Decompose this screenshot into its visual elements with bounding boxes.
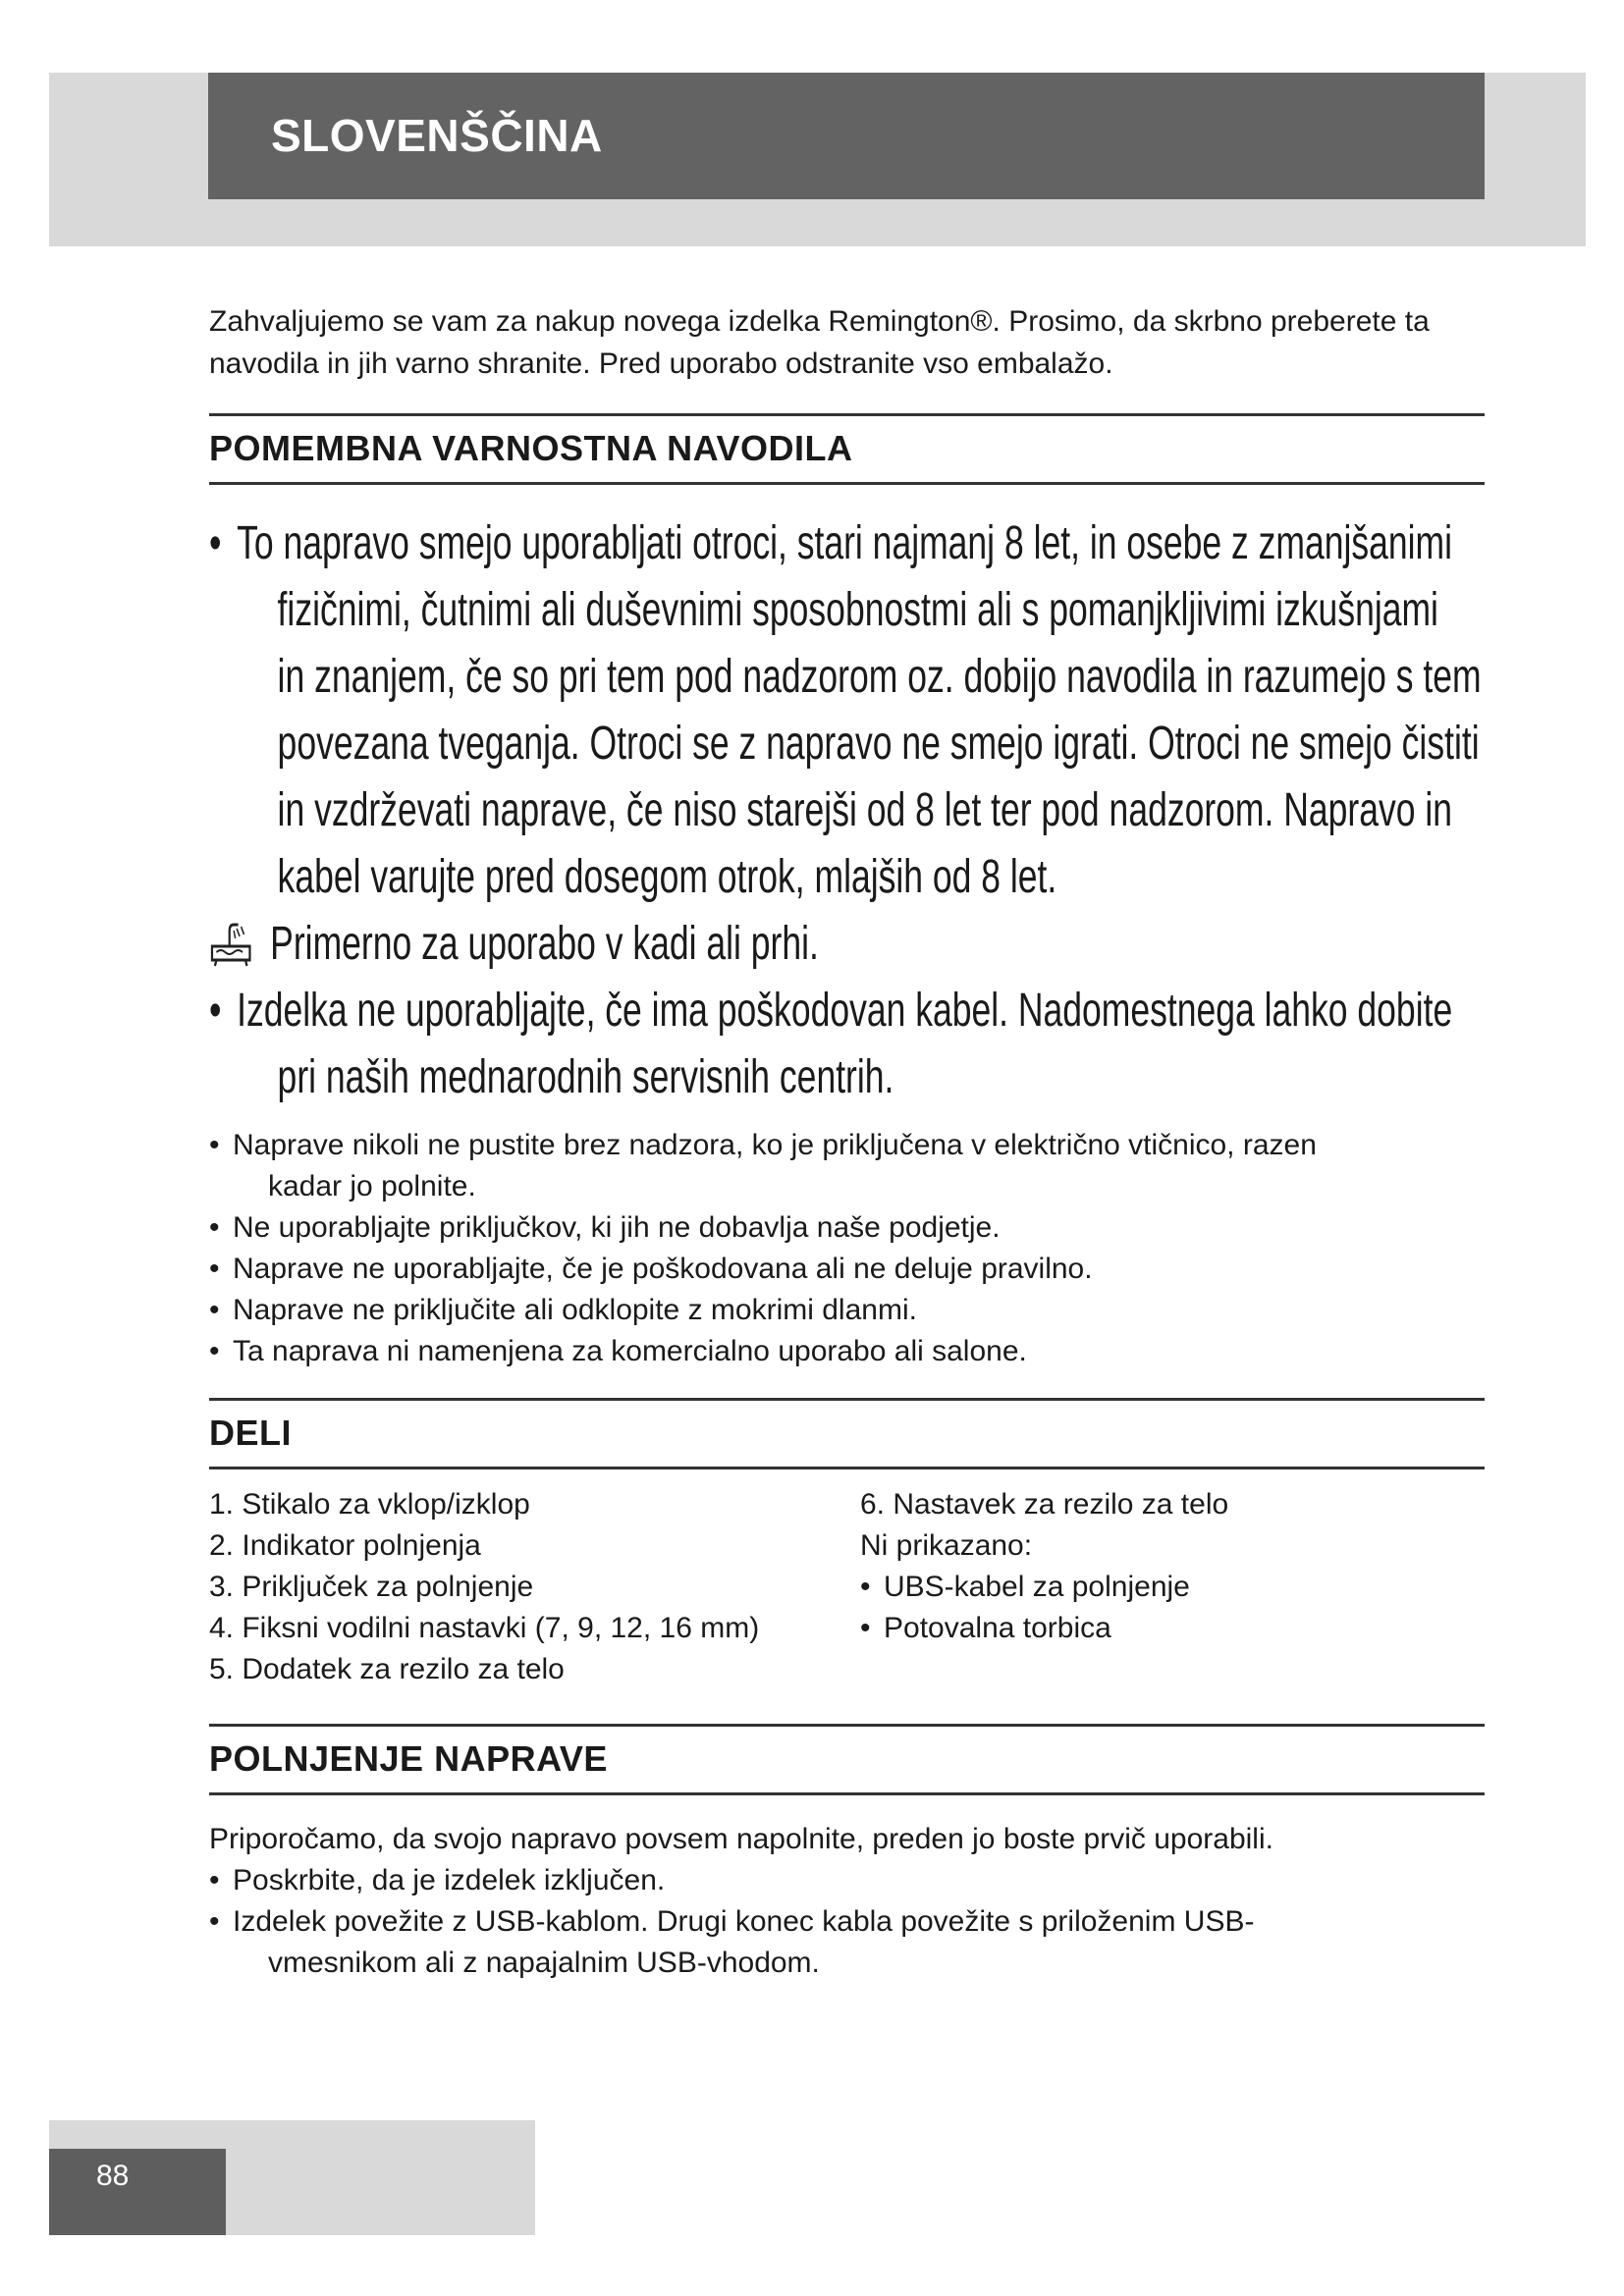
- bathtub-icon: [209, 921, 252, 968]
- charging-item-text: Poskrbite, da je izdelek izključen.: [233, 1864, 666, 1896]
- section-rule-top-parts: [209, 1398, 1485, 1401]
- charging-intro: Priporočamo, da svojo napravo povsem napolnite, preden jo boste prvič uporabili.: [209, 1823, 1273, 1855]
- charging-item-cont: vmesnikom ali z napajalnim USB-vhodom.: [268, 1947, 820, 1979]
- parts-list-right: [860, 1484, 1469, 1649]
- safety-item-children-line: povezana tveganja. Otroci se z napravo ne smejo igrati. Otroci ne smejo čistiti: [277, 718, 1480, 770]
- safety-small-item-text: Naprave ne uporabljajte, če je poškodovana ali ne deluje pravilno.: [233, 1253, 1093, 1285]
- parts-list-left: [209, 1484, 818, 1690]
- safety-small-item: [209, 1125, 1486, 1207]
- bullet: •: [209, 1211, 220, 1244]
- safety-small-item-text: Ne uporabljajte priključkov, ki jih ne dobavlja naše podjetje.: [233, 1211, 1001, 1244]
- charging-body: [209, 1819, 1486, 1984]
- safety-large-list: [209, 510, 1485, 1111]
- bullet: •: [209, 1335, 220, 1367]
- part-item: 2. Indikator polnjenja: [209, 1529, 481, 1562]
- safety-small-item: [209, 1290, 1486, 1331]
- bullet: •: [209, 1253, 220, 1285]
- part-item: 5. Dodatek za rezilo za telo: [209, 1653, 565, 1685]
- safety-item-children: [209, 510, 1485, 911]
- safety-item-cable: [209, 978, 1485, 1111]
- intro-paragraph: [209, 300, 1486, 385]
- safety-item-children-line: in znanjem, če so pri tem pod nadzorom oz. dobijo navodila in razumejo s tem: [277, 651, 1482, 703]
- section-rule-top-charging: [209, 1724, 1485, 1727]
- extra-item-text: Potovalna torbica: [884, 1612, 1111, 1644]
- safety-small-list: [209, 1125, 1486, 1372]
- safety-small-item: [209, 1207, 1486, 1249]
- extra-item: [860, 1567, 1469, 1608]
- safety-item-children-line: kabel varujte pred dosegom otrok, mlajših od 8 let.: [277, 851, 1057, 903]
- safety-item-cable-line-2: pri naših mednarodnih servisnih centrih.: [277, 1051, 894, 1103]
- bullet: •: [209, 517, 222, 569]
- safety-small-item: [209, 1249, 1486, 1290]
- safety-small-item-cont: kadar jo polnite.: [268, 1170, 476, 1202]
- bullet: •: [209, 985, 222, 1037]
- section-rule-bottom-safety: [209, 482, 1485, 485]
- safety-small-item-text: Naprave ne priključite ali odklopite z mokrimi dlanmi.: [233, 1294, 917, 1326]
- parts-section-title: DELI: [209, 1413, 293, 1453]
- charging-item: [209, 1860, 1486, 1901]
- safety-small-item-text: Ta naprava ni namenjena za komercialno uporabo ali salone.: [233, 1335, 1027, 1367]
- extra-item-text: UBS-kabel za polnjenje: [884, 1571, 1190, 1603]
- bullet: •: [209, 1864, 220, 1896]
- not-shown-label: Ni prikazano:: [860, 1529, 1033, 1562]
- safety-small-item: [209, 1331, 1486, 1372]
- part-item: 4. Fiksni vodilni nastavki (7, 9, 12, 16 mm): [209, 1612, 760, 1644]
- safety-item-children-line: fizičnimi, čutnimi ali duševnimi sposobnostmi ali s pomanjkljivimi izkušnjami: [277, 584, 1438, 636]
- part-item: 6. Nastavek za rezilo za telo: [860, 1488, 1229, 1521]
- bullet: •: [860, 1571, 871, 1603]
- bullet: •: [860, 1612, 871, 1644]
- part-item: 3. Priključek za polnjenje: [209, 1571, 534, 1603]
- safety-item-children-line: in vzdrževati naprave, če niso starejši od 8 let ter pod nadzorom. Napravo in: [277, 784, 1453, 836]
- bath-suitability-line: [209, 911, 1485, 978]
- bullet: •: [209, 1129, 220, 1161]
- intro-line-2: navodila in jih varno shranite. Pred uporabo odstranite vso embalažo.: [209, 347, 1113, 380]
- page-number: 88: [96, 2160, 130, 2192]
- section-rule-bottom-parts: [209, 1467, 1485, 1469]
- footer-page-box: [49, 2149, 226, 2235]
- bullet: •: [209, 1905, 220, 1938]
- charging-item: [209, 1901, 1486, 1984]
- bath-suitability-text: Primerno za uporabo v kadi ali prhi.: [270, 918, 819, 970]
- section-rule-top-safety: [209, 413, 1485, 416]
- intro-line-1: Zahvaljujemo se vam za nakup novega izdelka Remington®. Prosimo, da skrbno preberete ta: [209, 305, 1430, 338]
- bullet: •: [209, 1294, 220, 1326]
- part-item: 1. Stikalo za vklop/izklop: [209, 1488, 530, 1521]
- safety-section-title: POMEMBNA VARNOSTNA NAVODILA: [209, 428, 853, 468]
- charging-section-title: POLNJENJE NAPRAVE: [209, 1738, 608, 1779]
- extra-item: [860, 1608, 1469, 1649]
- language-title: SLOVENŠČINA: [271, 110, 603, 161]
- safety-item-children-first-line: To napravo smejo uporabljati otroci, stari najmanj 8 let, in osebe z zmanjšanimi: [237, 517, 1453, 569]
- charging-item-text: Izdelek povežite z USB-kablom. Drugi konec kabla povežite s priloženim USB-: [233, 1905, 1255, 1938]
- charging-list: [209, 1860, 1486, 1984]
- section-rule-bottom-charging: [209, 1792, 1485, 1795]
- safety-item-cable-first-line: Izdelka ne uporabljajte, če ima poškodovan kabel. Nadomestnega lahko dobite: [237, 985, 1453, 1037]
- safety-small-item-text: Naprave nikoli ne pustite brez nadzora, ko je priključena v električno vtičnico, razen: [233, 1129, 1317, 1161]
- header-title-box: [208, 73, 1485, 199]
